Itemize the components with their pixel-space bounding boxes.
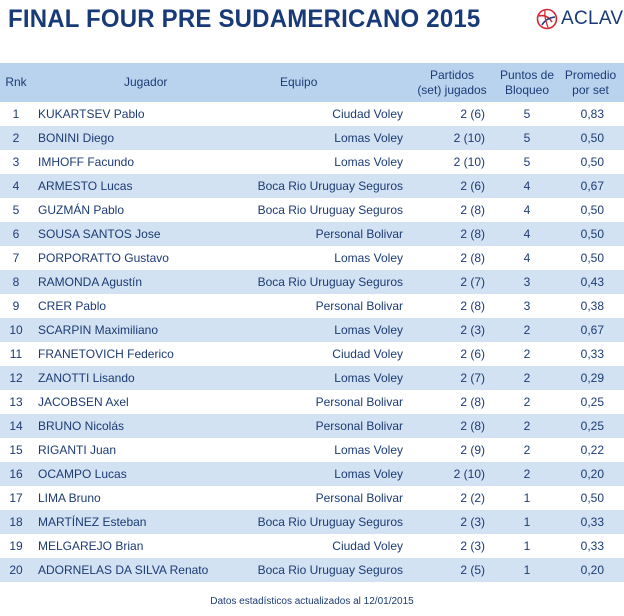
block-points-cell: 4 xyxy=(523,179,531,193)
team-cell: Boca Rio Uruguay Seguros xyxy=(257,203,403,217)
table-row xyxy=(0,102,624,126)
player-cell: FRANETOVICH Federico xyxy=(38,347,174,361)
matches-cell: 2 (6) xyxy=(460,179,485,193)
matches-cell: 2 (2) xyxy=(460,491,485,505)
block-points-cell: 2 xyxy=(523,419,531,433)
column-header-partidos xyxy=(407,63,497,102)
block-points-cell: 2 xyxy=(523,347,531,361)
average-cell: 0,83 xyxy=(580,107,604,121)
team-cell: Personal Bolivar xyxy=(315,395,403,409)
team-cell: Lomas Voley xyxy=(334,371,403,385)
player-cell: SOUSA SANTOS Jose xyxy=(38,227,161,241)
table-row xyxy=(0,270,624,294)
table-row xyxy=(0,342,624,366)
team-cell: Personal Bolivar xyxy=(315,491,403,505)
rank-cell: 11 xyxy=(9,347,23,361)
rank-cell: 18 xyxy=(9,515,23,529)
rank-cell: 14 xyxy=(9,419,23,433)
player-cell: CRER Pablo xyxy=(38,299,107,313)
average-cell: 0,25 xyxy=(580,419,604,433)
rank-cell: 2 xyxy=(12,131,20,145)
matches-cell: 2 (6) xyxy=(460,107,485,121)
table-row xyxy=(0,486,624,510)
block-points-cell: 5 xyxy=(523,131,531,145)
average-cell: 0,22 xyxy=(580,443,604,457)
table-row xyxy=(0,222,624,246)
average-cell: 0,43 xyxy=(580,275,604,289)
column-header-equipo: Equipo xyxy=(280,75,318,89)
rank-cell: 8 xyxy=(12,275,20,289)
aclav-logo xyxy=(536,6,623,32)
player-cell: PORPORATTO Gustavo xyxy=(38,251,169,265)
team-cell: Ciudad Voley xyxy=(332,347,403,361)
block-points-cell: 2 xyxy=(523,443,531,457)
rank-cell: 3 xyxy=(12,155,20,169)
matches-cell: 2 (10) xyxy=(453,467,485,481)
team-cell: Boca Rio Uruguay Seguros xyxy=(257,275,403,289)
stats-table xyxy=(0,63,624,582)
volleyball-logo-icon xyxy=(536,8,558,30)
matches-cell: 2 (10) xyxy=(453,131,485,145)
team-cell: Ciudad Voley xyxy=(332,107,403,121)
player-cell: MELGAREJO Brian xyxy=(38,539,144,553)
block-points-cell: 3 xyxy=(523,299,531,313)
average-cell: 0,25 xyxy=(580,395,604,409)
player-cell: ADORNELAS DA SILVA Renato xyxy=(38,563,209,577)
average-cell: 0,33 xyxy=(580,347,604,361)
logo-text: ACLAV xyxy=(561,8,624,29)
rank-cell: 5 xyxy=(12,203,20,217)
average-cell: 0,50 xyxy=(580,251,604,265)
team-cell: Boca Rio Uruguay Seguros xyxy=(257,515,403,529)
rank-cell: 4 xyxy=(12,179,20,193)
team-cell: Personal Bolivar xyxy=(315,227,403,241)
table-row xyxy=(0,438,624,462)
matches-cell: 2 (8) xyxy=(460,203,485,217)
column-header-jugador: Jugador xyxy=(124,75,168,89)
block-points-cell: 5 xyxy=(523,155,531,169)
matches-cell: 2 (8) xyxy=(460,419,485,433)
average-cell: 0,50 xyxy=(580,491,604,505)
player-cell: RAMONDA Agustín xyxy=(38,275,143,289)
rank-cell: 6 xyxy=(12,227,20,241)
average-cell: 0,50 xyxy=(580,131,604,145)
player-cell: LIMA Bruno xyxy=(38,491,101,505)
footer-note: Datos estadísticos actualizados al 12/01/2015 xyxy=(210,596,414,607)
matches-cell: 2 (8) xyxy=(460,299,485,313)
average-cell: 0,33 xyxy=(580,515,604,529)
table-row xyxy=(0,462,624,486)
rank-cell: 13 xyxy=(9,395,23,409)
team-cell: Boca Rio Uruguay Seguros xyxy=(257,179,403,193)
average-cell: 0,33 xyxy=(580,539,604,553)
table-row xyxy=(0,174,624,198)
block-points-cell: 1 xyxy=(523,563,531,577)
player-cell: SCARPIN Maximiliano xyxy=(38,323,159,337)
player-cell: KUKARTSEV Pablo xyxy=(38,107,145,121)
table-row xyxy=(0,390,624,414)
player-cell: GUZMÁN Pablo xyxy=(38,203,125,217)
column-header-puntos xyxy=(497,63,557,102)
table-row xyxy=(0,198,624,222)
block-points-cell: 4 xyxy=(523,227,531,241)
player-cell: BRUNO Nicolás xyxy=(38,419,125,433)
player-cell: OCAMPO Lucas xyxy=(38,467,127,481)
rank-cell: 10 xyxy=(9,323,23,337)
table-row xyxy=(0,366,624,390)
average-cell: 0,50 xyxy=(580,155,604,169)
rank-cell: 20 xyxy=(9,563,23,577)
column-header-rnk: Rnk xyxy=(5,75,27,89)
team-cell: Lomas Voley xyxy=(334,467,403,481)
team-cell: Lomas Voley xyxy=(334,443,403,457)
player-cell: JACOBSEN Axel xyxy=(38,395,129,409)
matches-cell: 2 (7) xyxy=(460,371,485,385)
average-cell: 0,38 xyxy=(580,299,604,313)
rank-cell: 15 xyxy=(9,443,23,457)
table-row xyxy=(0,150,624,174)
player-cell: RIGANTI Juan xyxy=(38,443,117,457)
player-cell: IMHOFF Facundo xyxy=(38,155,135,169)
table-header-row xyxy=(0,63,624,102)
table-row xyxy=(0,294,624,318)
team-cell: Lomas Voley xyxy=(334,251,403,265)
average-cell: 0,67 xyxy=(580,179,604,193)
table-body xyxy=(0,102,624,582)
rank-cell: 17 xyxy=(9,491,23,505)
player-cell: MARTÍNEZ Esteban xyxy=(38,515,147,529)
average-cell: 0,20 xyxy=(580,563,604,577)
page-title: FINAL FOUR PRE SUDAMERICANO 2015 xyxy=(8,5,481,33)
table-row xyxy=(0,126,624,150)
matches-cell: 2 (8) xyxy=(460,227,485,241)
matches-cell: 2 (7) xyxy=(460,275,485,289)
rank-cell: 9 xyxy=(12,299,20,313)
matches-cell: 2 (10) xyxy=(453,155,485,169)
column-header-promedio-line2: por set xyxy=(572,82,609,97)
block-points-cell: 5 xyxy=(523,107,531,121)
block-points-cell: 1 xyxy=(523,515,531,529)
matches-cell: 2 (8) xyxy=(460,395,485,409)
rank-cell: 1 xyxy=(12,107,20,121)
column-header-promedio xyxy=(557,63,624,102)
table-row xyxy=(0,558,624,582)
average-cell: 0,50 xyxy=(580,203,604,217)
table-row xyxy=(0,318,624,342)
matches-cell: 2 (8) xyxy=(460,251,485,265)
table-row xyxy=(0,534,624,558)
rank-cell: 16 xyxy=(9,467,23,481)
team-cell: Boca Rio Uruguay Seguros xyxy=(257,563,403,577)
matches-cell: 2 (3) xyxy=(460,539,485,553)
block-points-cell: 2 xyxy=(523,467,531,481)
block-points-cell: 2 xyxy=(523,395,531,409)
column-header-puntos-line1: Puntos de xyxy=(499,67,555,82)
average-cell: 0,20 xyxy=(580,467,604,481)
matches-cell: 2 (6) xyxy=(460,347,485,361)
team-cell: Lomas Voley xyxy=(334,323,403,337)
column-header-partidos-line2: (set) jugados xyxy=(417,82,487,97)
matches-cell: 2 (5) xyxy=(460,563,485,577)
block-points-cell: 2 xyxy=(523,371,531,385)
block-points-cell: 1 xyxy=(523,539,531,553)
block-points-cell: 4 xyxy=(523,203,531,217)
block-points-cell: 3 xyxy=(523,275,531,289)
block-points-cell: 1 xyxy=(523,491,531,505)
rank-cell: 7 xyxy=(12,251,20,265)
team-cell: Personal Bolivar xyxy=(315,299,403,313)
player-cell: ZANOTTI Lisando xyxy=(38,371,135,385)
matches-cell: 2 (9) xyxy=(460,443,485,457)
rank-cell: 12 xyxy=(9,371,23,385)
column-header-promedio-line1: Promedio xyxy=(564,67,617,82)
average-cell: 0,67 xyxy=(580,323,604,337)
block-points-cell: 4 xyxy=(523,251,531,265)
table-row xyxy=(0,246,624,270)
block-points-cell: 2 xyxy=(523,323,531,337)
matches-cell: 2 (3) xyxy=(460,515,485,529)
matches-cell: 2 (3) xyxy=(460,323,485,337)
team-cell: Personal Bolivar xyxy=(315,419,403,433)
player-cell: ARMESTO Lucas xyxy=(38,179,133,193)
average-cell: 0,29 xyxy=(580,371,604,385)
player-cell: BONINI Diego xyxy=(38,131,115,145)
table-row xyxy=(0,510,624,534)
average-cell: 0,50 xyxy=(580,227,604,241)
rank-cell: 19 xyxy=(9,539,23,553)
column-header-puntos-line2: Bloqueo xyxy=(504,82,550,97)
table-row xyxy=(0,414,624,438)
column-header-partidos-line1: Partidos xyxy=(429,67,475,82)
team-cell: Lomas Voley xyxy=(334,131,403,145)
team-cell: Lomas Voley xyxy=(334,155,403,169)
team-cell: Ciudad Voley xyxy=(332,539,403,553)
